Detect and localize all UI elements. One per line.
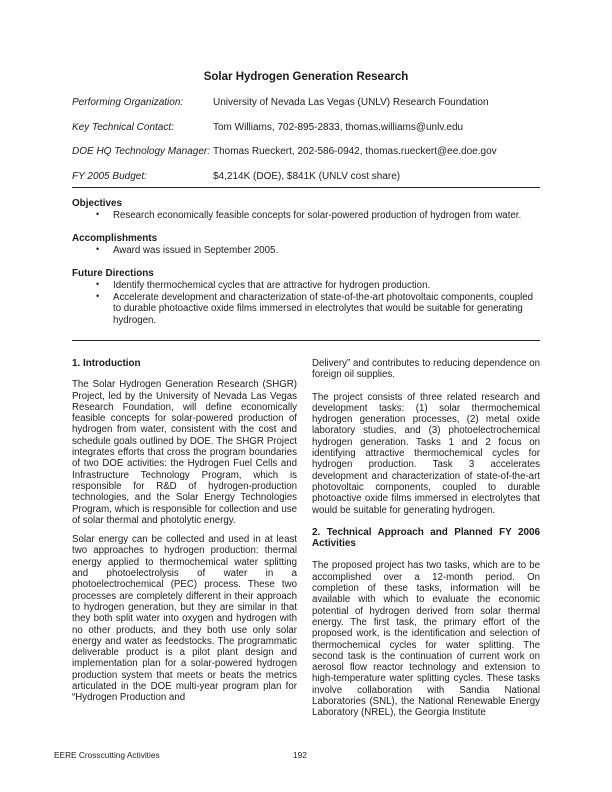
paragraph: The proposed project has two tasks, which are to be accomplished over a 12-month period. On completion of these tasks, information will be available with which to evaluate the economic potential of hydrogen derived from solar thermal energy. The first task, the primary effort of the proposed work, is the identification and selection of thermochemical cycles for water splitting. The second task is the continuation of current work on aerosol flow reactor technology and extension to high-temperature water splitting cycles. These tasks involve collaboration with Sandia National Laboratories (SNL), the National Renewable Energy Laboratory (NREL), the Georgia Institute	[312, 560, 540, 719]
paragraph: Delivery” and contributes to reducing dependence on foreign oil supplies.	[312, 358, 540, 381]
metadata-value: $4,214K (DOE), $841K (UNLV cost share)	[213, 170, 401, 182]
paragraph: The Solar Hydrogen Generation Research (SHGR) Project, led by the University of Nevada Las Vegas Research Foundation, will define economically feasible concepts for solar-powered production of hydrogen from water, consistent with the cost and schedule goals outlined by DOE. The SHGR Project integrates efforts that cross the program boundaries of two DOE activities: the Hydrogen Fuel Cells and Infrastructure Technology Program, which is responsible for R&D of hydrogen-production technologies, and the Solar Energy Technologies Program, which is responsible for collection and use of solar thermal and photolytic energy.	[72, 379, 297, 526]
metadata-label: Key Technical Contact:	[72, 121, 174, 133]
footer-report-title: EERE Crosscutting Activities	[54, 750, 160, 760]
metadata-label: DOE HQ Technology Manager:	[72, 146, 211, 157]
list-item	[72, 292, 540, 327]
bullet-icon: •	[96, 278, 100, 289]
footer-page-number: 192	[293, 750, 307, 760]
bullet-icon: •	[96, 243, 100, 254]
metadata-row	[72, 122, 540, 133]
bullet-icon: •	[96, 208, 100, 219]
section-future-directions	[72, 268, 540, 326]
list-item	[72, 245, 540, 257]
introduction-heading: 1. Introduction	[72, 358, 141, 369]
bullet-icon: •	[96, 290, 100, 301]
metadata-row	[72, 97, 540, 108]
paragraph: Solar energy can be collected and used in at least two approaches to hydrogen production: thermal energy applied to thermochemical water splitting and photoelectrolysis of water in a photoelectrochemical (PEC) process. These two processes are completely different in their approach to hydrogen generation, but they are similar in that they both split water into oxygen and hydrogen with no other products, and they both use only solar energy and water as feedstocks. The programmatic deliverable product is a pilot plant design and implementation plan for a solar-powered hydrogen production system that meets or beats the metrics articulated in the DOE multi-year program plan for “Hydrogen Production and	[72, 534, 297, 704]
section-heading: Accomplishments	[72, 233, 158, 245]
body-column-right	[312, 358, 540, 719]
metadata-value: Thomas Rueckert, 202-586-0942, thomas.rueckert@ee.doe.gov	[213, 146, 497, 157]
horizontal-rule	[72, 340, 540, 341]
list-item	[72, 280, 540, 292]
list-item-text: Identify thermochemical cycles that are attractive for hydrogen production.	[113, 279, 431, 291]
summary-block	[72, 198, 540, 338]
body-column-left	[72, 358, 297, 704]
metadata-label: FY 2005 Budget:	[72, 170, 147, 182]
metadata-row	[72, 146, 540, 157]
list-item	[72, 210, 540, 222]
metadata-value: University of Nevada Las Vegas (UNLV) Research Foundation	[213, 97, 489, 108]
list-item-text: Research economically feasible concepts for solar-powered production of hydrogen from water.	[113, 209, 522, 221]
paragraph: The project consists of three related research and development tasks: (1) solar thermochemical hydrogen generation processes, (2) metal oxide laboratory studies, and (3) photoelectrochemical hydrogen generation. Tasks 1 and 2 focus on identifying attractive thermochemical cycles for hydrogen production. Task 3 accelerates development and characterization of state-of-the-art photovoltaic components, coupled to durable photoactive oxide films immersed in electrolytes that would be suitable for generating hydrogen.	[312, 391, 540, 516]
section-heading: Objectives	[72, 198, 122, 209]
section-objectives	[72, 198, 540, 221]
page-title: Solar Hydrogen Generation Research	[203, 71, 409, 83]
section-accomplishments	[72, 233, 540, 256]
horizontal-rule	[72, 187, 540, 188]
technical-approach-heading: 2. Technical Approach and Planned FY 2006 Activities	[312, 526, 540, 550]
list-item-text: Accelerate development and characterization of state-of-the-art photovoltaic components, coupled to durable photoactive oxide films immersed in electrolytes that would be suitable for generating hydrogen.	[113, 291, 534, 326]
metadata-label: Performing Organization:	[72, 97, 184, 108]
list-item-text: Award was issued in September 2005.	[113, 244, 279, 256]
metadata-row	[72, 171, 540, 182]
metadata-block	[72, 97, 540, 195]
section-heading: Future Directions	[72, 268, 154, 280]
metadata-value: Tom Williams, 702-895-2833, thomas.williams@unlv.edu	[213, 121, 464, 133]
